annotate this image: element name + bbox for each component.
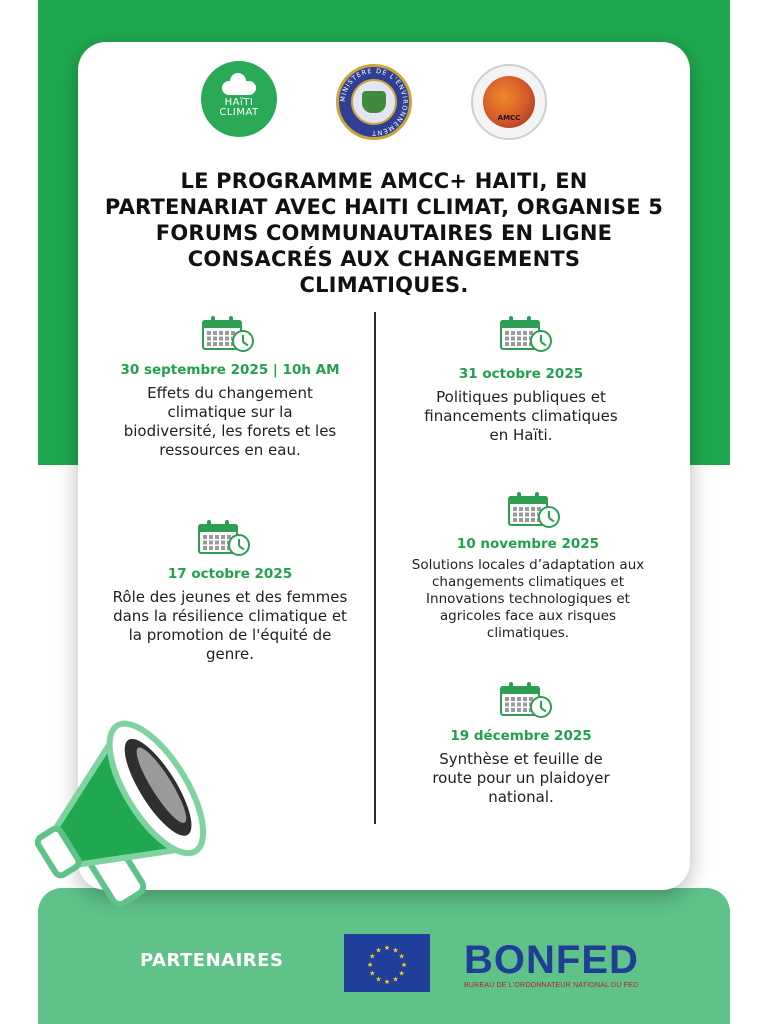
haiti-climat-logo-line2: CLIMAT (219, 106, 259, 118)
svg-text:★: ★ (400, 961, 408, 969)
svg-text:★: ★ (398, 952, 405, 961)
event-date: 10 novembre 2025 (456, 536, 600, 552)
headline: LE PROGRAMME AMCC+ HAITI, EN PARTENARIAT AVEC HAITI CLIMAT, ORGANISE 5 FORUMS COMMUNAUTAIRES EN LIGNE CONSACRÉS AUX CHANGEMENTS CLIMATIQUES. (104, 169, 664, 297)
bonfed-wordmark: BONFED (464, 938, 639, 982)
event-description: Synthèse et feuille de route pour un plaidoyer national. (432, 750, 610, 806)
eu-flag-icon (344, 934, 430, 992)
event-date: 17 octobre 2025 (167, 566, 293, 582)
svg-text:★: ★ (366, 961, 374, 969)
svg-text:★: ★ (392, 975, 399, 984)
partners-label: PARTENAIRES (140, 950, 284, 971)
amcc-logo-label: AMCC (497, 114, 521, 122)
event-3 (400, 366, 642, 445)
svg-text:MINISTERE DE L'ENVIRONNEMENT: MINISTERE DE L'ENVIRONNEMENT (338, 66, 410, 138)
haiti-climat-logo-line1: HAïTI (224, 96, 254, 108)
event-description: Rôle des jeunes et des femmes dans la résilience climatique et la promotion de l'équité de genre. (112, 588, 348, 663)
svg-text:★: ★ (383, 944, 391, 952)
bonfed-subtitle: BUREAU DE L'ORDONNATEUR NATIONAL DU FED (464, 982, 639, 989)
seal-ring-text (336, 64, 412, 140)
ministere-environnement-seal (336, 64, 412, 140)
amcc-logo (471, 64, 547, 140)
event-1 (108, 362, 352, 460)
calendar-clock-icon (202, 316, 252, 352)
calendar-clock-icon (198, 520, 248, 556)
column-divider (374, 312, 376, 824)
event-date: 19 décembre 2025 (450, 728, 592, 744)
event-4 (398, 536, 658, 642)
haiti-climat-logo (201, 61, 277, 137)
svg-text:★: ★ (375, 975, 382, 984)
event-description: Solutions locales d’adaptation aux changements climatiques et Innovations technologiques et agricoles face aux risques climatiques. (411, 557, 645, 641)
cloud-icon (222, 81, 256, 95)
svg-text:★: ★ (369, 969, 376, 978)
calendar-clock-icon (500, 316, 550, 352)
svg-text:★: ★ (398, 969, 405, 978)
event-date: 30 septembre 2025 | 10h AM (120, 362, 340, 378)
event-date: 31 octobre 2025 (458, 366, 584, 382)
bonfed-logo (464, 940, 664, 1000)
event-2 (108, 566, 352, 664)
calendar-clock-icon (508, 492, 558, 528)
event-5 (400, 728, 642, 807)
svg-text:★: ★ (375, 946, 382, 955)
event-description: Effets du changement climatique sur la biodiversité, les forets et les ressources en eau. (123, 384, 337, 459)
megaphone-icon (12, 700, 242, 930)
event-description: Politiques publiques et financements climatiques en Haïti. (424, 388, 618, 444)
svg-text:★: ★ (383, 978, 391, 986)
calendar-clock-icon (500, 682, 550, 718)
globe-icon (483, 76, 535, 128)
svg-text:★: ★ (369, 952, 376, 961)
svg-text:★: ★ (392, 946, 399, 955)
